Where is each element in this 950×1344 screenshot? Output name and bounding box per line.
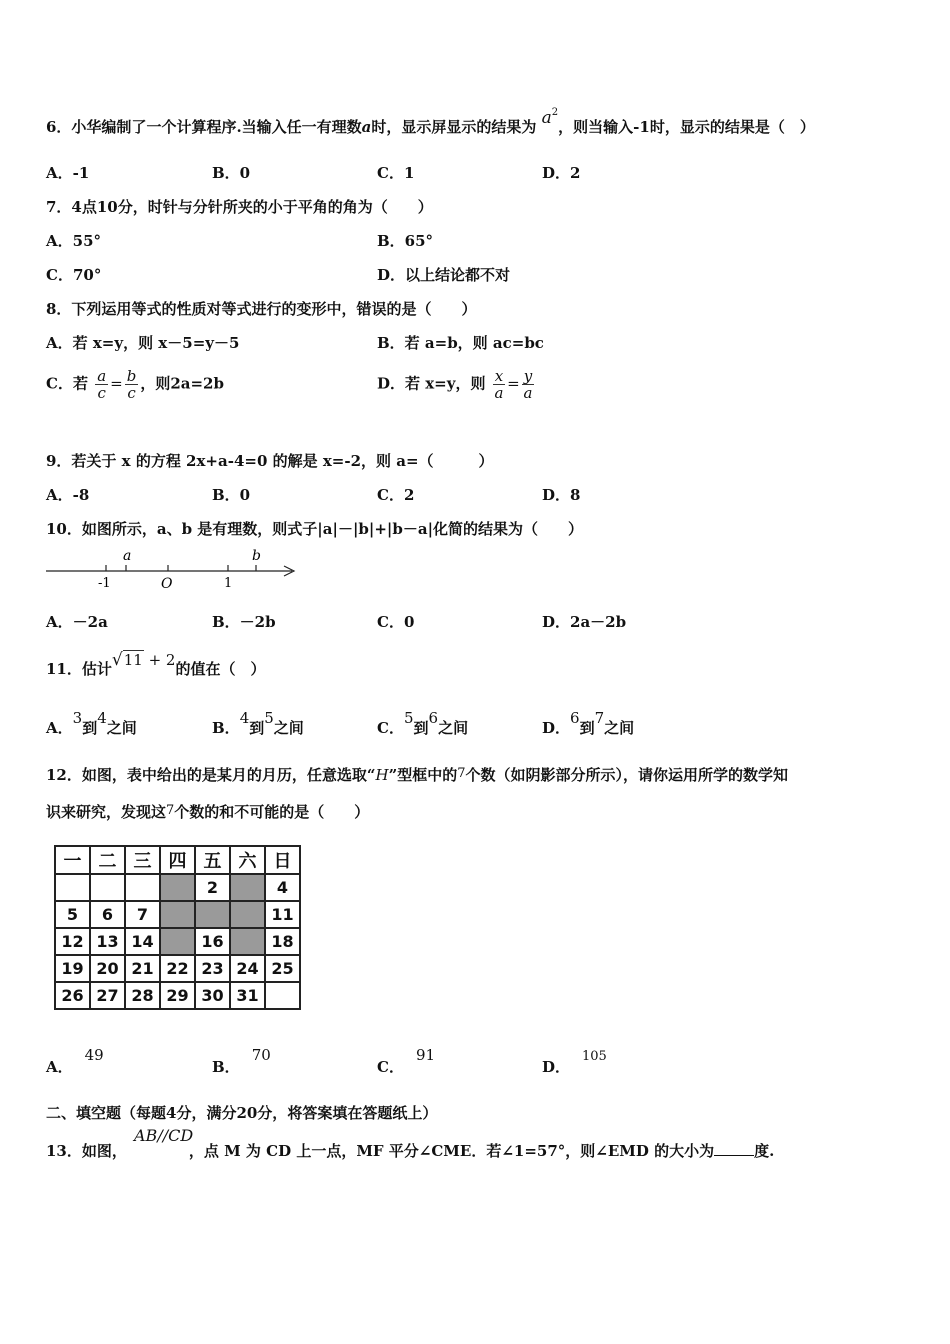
calendar-cell xyxy=(90,874,125,901)
q11-sqrt-expr: √11 + 2 xyxy=(111,650,176,670)
q12-option-d[interactable]: D．105 xyxy=(542,1049,607,1076)
q8-c-frac-left: $\frac{a}{c}$ xyxy=(97,367,107,402)
q6-option-d[interactable]: D．2 xyxy=(542,164,581,182)
label-origin: O xyxy=(161,576,173,591)
calendar-cell: 4 xyxy=(265,874,300,901)
calendar-cell: 30 xyxy=(195,982,230,1009)
q7-option-a[interactable]: A．55° xyxy=(46,232,102,250)
calendar-header: 日 xyxy=(265,846,300,874)
calendar-cell: 5 xyxy=(55,901,90,928)
q8-option-c[interactable]: C．若 $\frac{a}{c}$ = $\frac{b}{c}$ ，则2a=2b xyxy=(46,367,224,402)
q12-stem-line1: 12．如图，表中给出的是某月的月历，任意选取“H”型框中的7个数（如阴影部分所示），请你运用所学的数学知 xyxy=(46,766,789,784)
q10-option-a[interactable]: A．－2a xyxy=(46,613,108,631)
calendar-cell: 31 xyxy=(230,982,265,1009)
calendar-cell-shaded xyxy=(195,901,230,928)
section-2-heading: 二、填空题（每题4分，满分20分，将答案填在答题纸上） xyxy=(46,1104,438,1122)
calendar-cell: 14 xyxy=(125,928,160,955)
calendar-cell: 6 xyxy=(90,901,125,928)
q7-option-b[interactable]: B．65° xyxy=(377,232,434,250)
calendar-cell: 22 xyxy=(160,955,195,982)
calendar-cell xyxy=(55,874,90,901)
label-neg1: -1 xyxy=(98,576,111,591)
q12-option-a[interactable]: A．49 xyxy=(46,1046,104,1076)
calendar-row xyxy=(55,982,300,1009)
calendar-cell: 19 xyxy=(55,955,90,982)
calendar-cell xyxy=(265,982,300,1009)
calendar-cell: 21 xyxy=(125,955,160,982)
calendar-cell: 7 xyxy=(125,901,160,928)
q13-parallel-expr: AB//CD xyxy=(134,1126,194,1145)
calendar-cell: 18 xyxy=(265,928,300,955)
q12-option-b[interactable]: B．70 xyxy=(212,1046,271,1076)
calendar-cell: 23 xyxy=(195,955,230,982)
q8-d-frac-right: $\frac{y}{a}$ xyxy=(523,367,533,402)
q7-option-c[interactable]: C．70° xyxy=(46,266,102,284)
calendar-cell-shaded xyxy=(160,901,195,928)
q6-power: $a^2$ xyxy=(541,107,559,128)
q12-option-c[interactable]: C．91 xyxy=(377,1046,436,1076)
calendar-cell-shaded xyxy=(160,928,195,955)
calendar-cell: 26 xyxy=(55,982,90,1009)
calendar-cell: 11 xyxy=(265,901,300,928)
q9-option-d[interactable]: D．8 xyxy=(542,486,581,504)
label-a: a xyxy=(123,548,132,564)
calendar-row xyxy=(55,874,300,901)
q6-option-b[interactable]: B．0 xyxy=(212,164,251,182)
q13-answer-blank[interactable] xyxy=(714,1143,754,1156)
calendar-cell: 29 xyxy=(160,982,195,1009)
q6-option-a[interactable]: A．-1 xyxy=(46,164,90,182)
q7-stem: 7．4点10分，时针与分针所夹的小于平角的角为（ ） xyxy=(46,198,433,216)
label-1: 1 xyxy=(224,576,233,591)
calendar-row xyxy=(55,928,300,955)
calendar-header: 六 xyxy=(230,846,265,874)
calendar-header: 四 xyxy=(160,846,195,874)
calendar-cell: 2 xyxy=(195,874,230,901)
calendar-cell: 24 xyxy=(230,955,265,982)
q12-stem-line2: 识来研究，发现这7个数的和不可能的是（ ） xyxy=(46,803,370,821)
calendar-header: 一 xyxy=(55,846,90,874)
q13-stem: 13．如图， AB//CD ，点 M 为 CD 上一点，MF 平分∠CME．若∠1=57°，则∠EMD 的大小为 度. xyxy=(46,1126,775,1160)
q7-option-d[interactable]: D．以上结论都不对 xyxy=(377,266,511,284)
q8-option-d[interactable]: D．若 x=y，则 $\frac{x}{a}$ = $\frac{y}{a}$ xyxy=(377,367,533,402)
q9-option-c[interactable]: C．2 xyxy=(377,486,415,504)
label-b: b xyxy=(252,548,261,564)
calendar-cell: 12 xyxy=(55,928,90,955)
calendar-cell: 20 xyxy=(90,955,125,982)
calendar-header: 三 xyxy=(125,846,160,874)
calendar-cell-shaded xyxy=(230,928,265,955)
q11-stem: 11．估计√11 + 2的值在（ ） xyxy=(46,650,266,678)
q9-stem: 9．若关于 x 的方程 2x+a-4=0 的解是 x=-2，则 a=（ ） xyxy=(46,452,494,470)
calendar-header: 五 xyxy=(195,846,230,874)
q6-stem-a: 6．小华编制了一个计算程序.当输入任一有理数 xyxy=(46,118,362,136)
q11-option-a[interactable]: A．3到4之间 xyxy=(46,709,137,737)
calendar-cell: 27 xyxy=(90,982,125,1009)
q9-option-a[interactable]: A．-8 xyxy=(46,486,90,504)
calendar-cell: 16 xyxy=(195,928,230,955)
q8-option-b[interactable]: B．若 a=b，则 ac=bc xyxy=(377,334,544,352)
calendar-cell-shaded xyxy=(230,874,265,901)
calendar-cell: 13 xyxy=(90,928,125,955)
q10-number-line xyxy=(44,545,300,591)
calendar-row xyxy=(55,955,300,982)
q9-option-b[interactable]: B．0 xyxy=(212,486,251,504)
calendar-cell-shaded xyxy=(160,874,195,901)
calendar-header-row xyxy=(55,846,300,874)
q6-option-c[interactable]: C．1 xyxy=(377,164,415,182)
q10-stem: 10．如图所示，a、b 是有理数，则式子|a|－|b|+|b－a|化简的结果为（ ） xyxy=(46,520,584,538)
q6-var-a: a xyxy=(361,118,372,136)
q8-stem: 8．下列运用等式的性质对等式进行的变形中，错误的是（ ） xyxy=(46,300,477,318)
calendar-cell xyxy=(125,874,160,901)
calendar-cell: 28 xyxy=(125,982,160,1009)
calendar-cell: 25 xyxy=(265,955,300,982)
calendar-header: 二 xyxy=(90,846,125,874)
q8-c-frac-right: $\frac{b}{c}$ xyxy=(126,367,137,402)
q10-option-b[interactable]: B．－2b xyxy=(212,613,276,631)
q11-option-d[interactable]: D．6到7之间 xyxy=(542,709,635,737)
calendar-cell-shaded xyxy=(230,901,265,928)
q10-option-d[interactable]: D．2a－2b xyxy=(542,613,627,631)
q11-option-b[interactable]: B．4到5之间 xyxy=(212,709,304,737)
q8-d-frac-left: $\frac{x}{a}$ xyxy=(494,367,504,402)
q6-stem-c: ，则当输入-1时，显示的结果是（ ） xyxy=(558,118,815,136)
q8-option-a[interactable]: A．若 x=y，则 x－5=y－5 xyxy=(46,334,240,352)
q10-option-c[interactable]: C．0 xyxy=(377,613,415,631)
calendar-row xyxy=(55,901,300,928)
q11-option-c[interactable]: C．5到6之间 xyxy=(377,709,469,737)
q6-stem xyxy=(46,107,815,137)
q6-stem-b: 时，显示屏显示的结果为 xyxy=(371,118,537,136)
q12-calendar xyxy=(54,845,301,1010)
